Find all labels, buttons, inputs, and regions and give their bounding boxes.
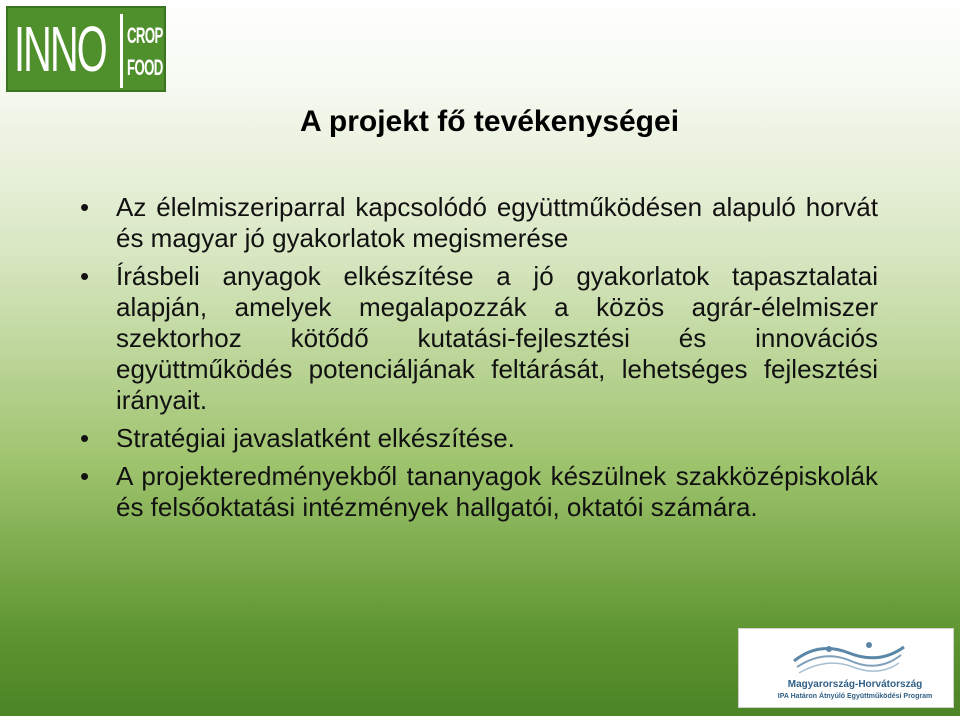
bullet-item: • Stratégiai javaslatként elkészítése. [78, 423, 878, 454]
slide-title: A projekt fő tevékenységei [300, 105, 680, 138]
ipa-program-logo [738, 628, 954, 708]
inno-cropfood-logo [6, 6, 166, 92]
logo-inno-text: INNO [14, 13, 106, 85]
wave-icon [789, 635, 909, 677]
bullet-item: • A projekteredményekből tananyagok készülnek szakközépiskolák és felsőoktatási intézmények hallgatói, oktatói számára. [78, 461, 878, 523]
logo-crop-text: CROP [127, 23, 163, 48]
ipa-program-subtitle: IPA Határon Átnyúló Együttműködési Program [777, 693, 933, 700]
bullet-item: • Írásbeli anyagok elkészítése a jó gyakorlatok tapasztalatai alapján, amelyek megalapozzák a közös agrár-élelmiszer szektorhoz kötődő kutatási-fejlesztési és innovációs együttműködés potenciáljának feltárását, lehetséges fejlesztési irányait. [78, 261, 878, 416]
ipa-program-name: Magyarország-Horvátország [787, 679, 923, 690]
bullet-item: • Az élelmiszeriparral kapcsolódó együttműködésen alapuló horvát és magyar jó gyakorlatok megismerése [78, 192, 878, 254]
logo-cropfood-block [120, 14, 169, 88]
bullet-list [78, 192, 878, 530]
logo-food-text: FOOD [127, 55, 163, 80]
